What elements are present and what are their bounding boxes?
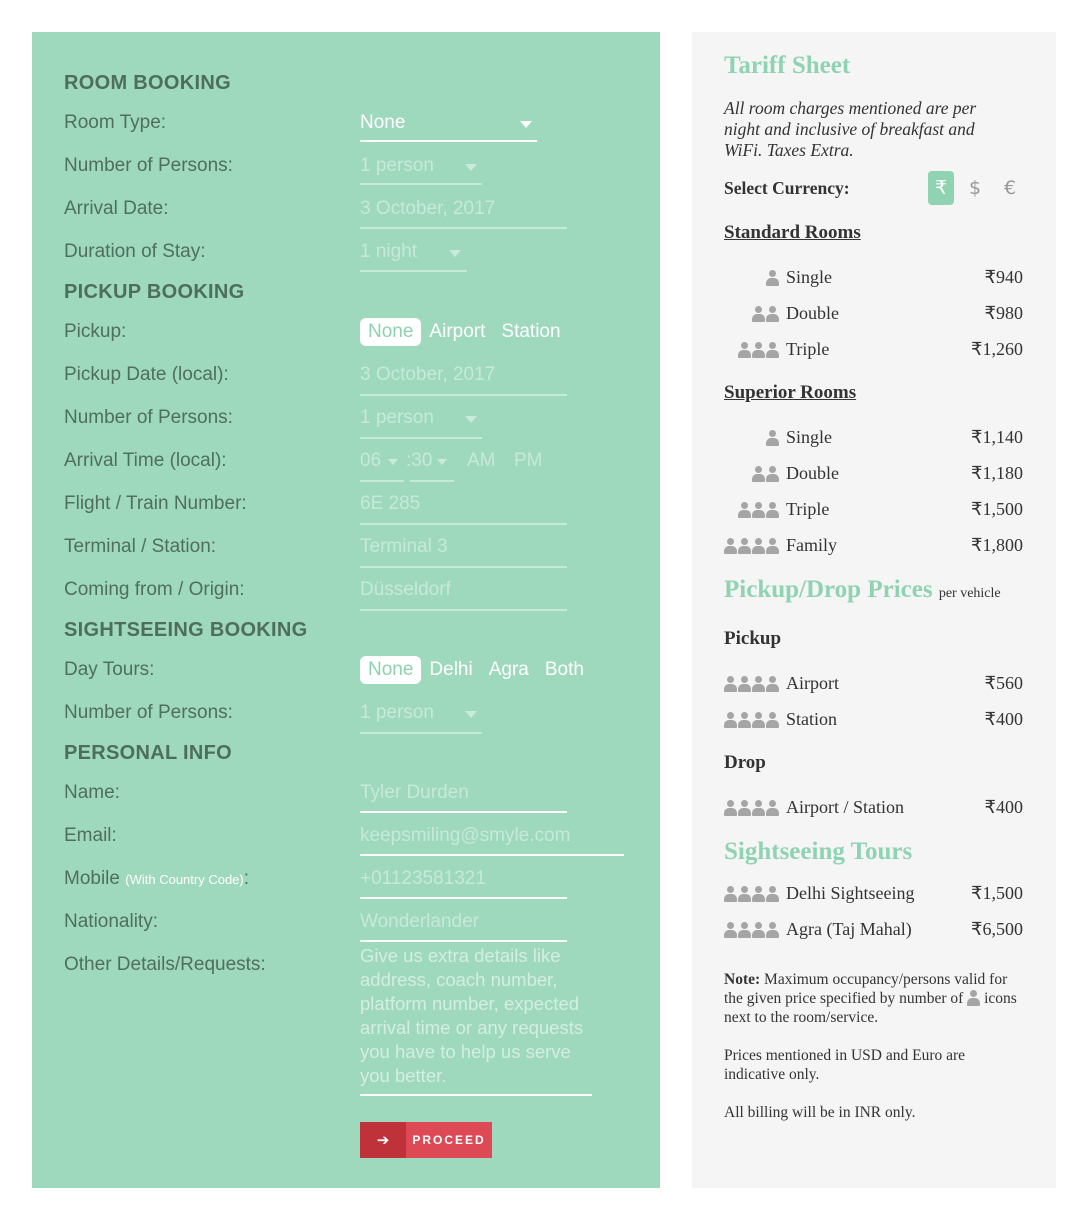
tariff-item-price: ₹1,500	[971, 883, 1023, 903]
person-icons	[752, 466, 778, 482]
pickup-persons-select[interactable]: 1 person	[360, 407, 434, 428]
tariff-item-name: Airport / Station	[786, 797, 904, 817]
tariff-row	[724, 883, 1023, 907]
tariff-sheet	[692, 32, 1056, 1188]
chevron-down-icon	[465, 711, 477, 718]
flight-number-input[interactable]: 6E 285	[360, 493, 421, 514]
tariff-item-price: ₹940	[984, 267, 1023, 287]
duration-select[interactable]: 1 night	[360, 241, 418, 262]
tour-persons-label: Number of Persons:	[64, 702, 233, 723]
pickup-date-underline	[360, 394, 567, 396]
person-icon	[738, 922, 750, 938]
tariff-row	[724, 339, 1023, 363]
section-title-sightseeing-booking: SIGHTSEEING BOOKING	[64, 619, 308, 641]
tariff-row	[724, 499, 1023, 523]
pickup-date-label: Pickup Date (local):	[64, 364, 229, 385]
duration-underline	[360, 270, 467, 272]
arrival-date-underline	[360, 227, 567, 229]
chevron-down-icon	[449, 250, 461, 257]
tour-persons-underline	[360, 732, 482, 734]
mobile-input[interactable]: +01123581321	[360, 868, 486, 889]
tour-option-agra[interactable]: Agra	[488, 659, 529, 680]
person-icon	[766, 886, 778, 902]
person-icon	[766, 676, 778, 692]
day-tours-options	[360, 656, 592, 684]
person-icon	[752, 886, 764, 902]
person-icon	[766, 538, 778, 554]
pickup-options	[360, 318, 569, 346]
section-title-pickup-booking: PICKUP BOOKING	[64, 281, 245, 303]
person-icon	[738, 502, 750, 518]
person-icon	[752, 466, 764, 482]
arrival-minute-underline	[410, 480, 454, 482]
person-icons	[752, 306, 778, 322]
details-label: Other Details/Requests:	[64, 954, 266, 975]
person-icon	[766, 270, 778, 286]
occupancy-note: Note: Maximum occupancy/persons valid for the given price specified by number of icons next to the room/service.	[724, 971, 1017, 1026]
person-icon	[724, 886, 736, 902]
person-icons	[738, 502, 778, 518]
person-icons	[724, 712, 778, 728]
arrival-hour-select[interactable]: 06	[360, 450, 382, 471]
person-icons	[766, 270, 778, 286]
currency-label: Select Currency:	[724, 178, 850, 198]
person-icon	[766, 430, 778, 446]
pickup-prices-title: Pickup	[724, 628, 782, 649]
tour-option-both[interactable]: Both	[544, 659, 584, 680]
proceed-button[interactable]	[360, 1122, 492, 1158]
tariff-row	[724, 427, 1023, 451]
room-persons-underline	[360, 183, 482, 185]
superior-rooms-title: Superior Rooms	[724, 382, 857, 403]
name-label: Name:	[64, 782, 120, 803]
tariff-row	[724, 797, 1023, 821]
tour-persons-select[interactable]: 1 person	[360, 702, 434, 723]
tariff-title: Tariff Sheet	[724, 52, 851, 79]
chevron-down-icon	[520, 121, 532, 128]
person-icon	[724, 712, 736, 728]
terminal-label: Terminal / Station:	[64, 536, 217, 557]
tariff-item-price: ₹560	[984, 673, 1023, 693]
pickup-persons-underline	[360, 437, 482, 439]
mobile-underline	[360, 897, 567, 899]
mobile-label: Mobile (With Country Code):	[64, 868, 250, 889]
day-tours-label: Day Tours:	[64, 659, 155, 680]
person-icons	[724, 922, 778, 938]
chevron-down-icon	[437, 459, 447, 465]
terminal-underline	[360, 566, 567, 568]
email-input[interactable]: keepsmiling@smyle.com	[360, 825, 571, 846]
tour-option-delhi[interactable]: Delhi	[429, 659, 473, 680]
tariff-item-name: Triple	[786, 499, 830, 519]
email-label: Email:	[64, 825, 117, 846]
person-icon	[752, 712, 764, 728]
indicative-note: Prices mentioned in USD and Euro are indicative only.	[724, 1047, 966, 1083]
person-icon	[752, 800, 764, 816]
tariff-item-name: Delhi Sightseeing	[786, 883, 915, 903]
tariff-item-name: Double	[786, 463, 839, 483]
person-icon	[766, 306, 778, 322]
sightseeing-tours-title: Sightseeing Tours	[724, 838, 913, 865]
flight-number-underline	[360, 523, 567, 525]
tariff-row	[724, 463, 1023, 487]
person-icon	[724, 538, 736, 554]
tariff-row	[724, 919, 1023, 943]
person-icon	[738, 712, 750, 728]
tariff-item-name: Airport	[786, 673, 839, 693]
person-icon	[752, 676, 764, 692]
tariff-row	[724, 673, 1023, 697]
person-icon	[752, 502, 764, 518]
arrival-date-input[interactable]: 3 October, 2017	[360, 198, 496, 219]
section-title-room-booking: ROOM BOOKING	[64, 72, 231, 94]
tariff-item-name: Triple	[786, 339, 830, 359]
details-textarea[interactable]	[360, 944, 592, 1096]
tariff-item-price: ₹1,500	[971, 499, 1023, 519]
currency-eur-button[interactable]: €	[1003, 177, 1017, 199]
chevron-down-icon	[465, 416, 477, 423]
flight-number-label: Flight / Train Number:	[64, 493, 247, 514]
tariff-item-name: Family	[786, 535, 838, 555]
mobile-hint: (With Country Code)	[125, 872, 244, 887]
am-toggle[interactable]: AM	[467, 450, 496, 471]
person-icon	[724, 922, 736, 938]
origin-label: Coming from / Origin:	[64, 579, 245, 600]
person-icons	[738, 342, 778, 358]
person-icons	[724, 800, 778, 816]
tariff-item-price: ₹1,800	[971, 535, 1023, 555]
pickup-date-input[interactable]: 3 October, 2017	[360, 364, 496, 385]
person-icon	[766, 800, 778, 816]
tariff-row	[724, 303, 1023, 327]
person-icon	[738, 676, 750, 692]
currency-usd-button[interactable]: $	[968, 177, 982, 199]
room-type-underline	[360, 140, 537, 142]
tariff-row	[724, 709, 1023, 733]
pickup-label: Pickup:	[64, 321, 127, 342]
terminal-input[interactable]: Terminal 3	[360, 536, 448, 557]
tariff-item-price: ₹6,500	[971, 919, 1023, 939]
pickup-option-airport[interactable]: Airport	[429, 321, 486, 342]
tariff-item-price: ₹400	[984, 797, 1023, 817]
person-icon	[752, 538, 764, 554]
currency-inr-button[interactable]: ₹	[928, 171, 954, 205]
tariff-item-price: ₹1,180	[971, 463, 1023, 483]
person-icon	[766, 922, 778, 938]
person-icon	[752, 922, 764, 938]
person-icon	[724, 676, 736, 692]
tariff-row	[724, 267, 1023, 291]
person-icon	[738, 800, 750, 816]
tour-option-none[interactable]: None	[360, 656, 421, 684]
tariff-item-price: ₹1,260	[971, 339, 1023, 359]
pm-toggle[interactable]: PM	[514, 450, 543, 471]
person-icons	[724, 538, 778, 554]
nationality-label: Nationality:	[64, 911, 158, 932]
pickup-option-station[interactable]: Station	[501, 321, 561, 342]
tariff-item-price: ₹1,140	[971, 427, 1023, 447]
nationality-underline	[360, 940, 567, 942]
standard-rooms-title: Standard Rooms	[724, 222, 861, 243]
room-persons-select[interactable]: 1 person	[360, 155, 434, 176]
drop-prices-title: Drop	[724, 752, 766, 773]
proceed-label: PROCEED	[406, 1122, 492, 1158]
room-type-select[interactable]: None	[360, 112, 406, 133]
tariff-intro: All room charges mentioned are per night and inclusive of breakfast and WiFi. Taxes Extra.	[724, 98, 977, 160]
tariff-item-price: ₹980	[984, 303, 1023, 323]
tariff-item-price: ₹400	[984, 709, 1023, 729]
arrow-right-icon: ➔	[360, 1122, 406, 1158]
origin-input[interactable]: Düsseldorf	[360, 579, 451, 600]
nationality-input[interactable]: Wonderlander	[360, 911, 480, 932]
pickup-persons-label: Number of Persons:	[64, 407, 233, 428]
person-icons	[724, 676, 778, 692]
person-icon	[738, 342, 750, 358]
chevron-down-icon	[465, 164, 477, 171]
tariff-item-name: Station	[786, 709, 838, 729]
chevron-down-icon	[388, 459, 398, 465]
room-type-label: Room Type:	[64, 112, 167, 133]
per-vehicle-note: per vehicle	[938, 586, 1001, 601]
room-persons-label: Number of Persons:	[64, 155, 233, 176]
tariff-item-name: Agra (Taj Mahal)	[786, 919, 912, 939]
email-underline	[360, 854, 624, 856]
person-icon	[766, 502, 778, 518]
pickup-drop-title: Pickup/Drop Prices per vehicle	[724, 576, 1001, 603]
person-icons	[724, 886, 778, 902]
tariff-item-name: Single	[786, 267, 833, 287]
arrival-hour-underline	[360, 480, 404, 482]
arrival-date-label: Arrival Date:	[64, 198, 169, 219]
arrival-time-label: Arrival Time (local):	[64, 450, 227, 471]
booking-form	[32, 32, 660, 1188]
person-icon	[766, 342, 778, 358]
person-icon	[738, 538, 750, 554]
pickup-option-none[interactable]: None	[360, 318, 421, 346]
name-input[interactable]: Tyler Durden	[360, 782, 469, 803]
person-icon	[967, 990, 980, 1004]
person-icon	[724, 800, 736, 816]
person-icon	[766, 466, 778, 482]
tariff-row	[724, 535, 1023, 559]
origin-underline	[360, 609, 567, 611]
arrival-minute-select[interactable]: :30	[406, 450, 433, 471]
person-icon	[752, 306, 764, 322]
tariff-item-name: Single	[786, 427, 833, 447]
billing-note: All billing will be in INR only.	[724, 1104, 916, 1121]
duration-label: Duration of Stay:	[64, 241, 206, 262]
section-title-personal-info: PERSONAL INFO	[64, 742, 232, 764]
tariff-item-name: Double	[786, 303, 839, 323]
person-icon	[766, 712, 778, 728]
person-icons	[766, 430, 778, 446]
name-underline	[360, 811, 567, 813]
person-icon	[752, 342, 764, 358]
person-icon	[738, 886, 750, 902]
